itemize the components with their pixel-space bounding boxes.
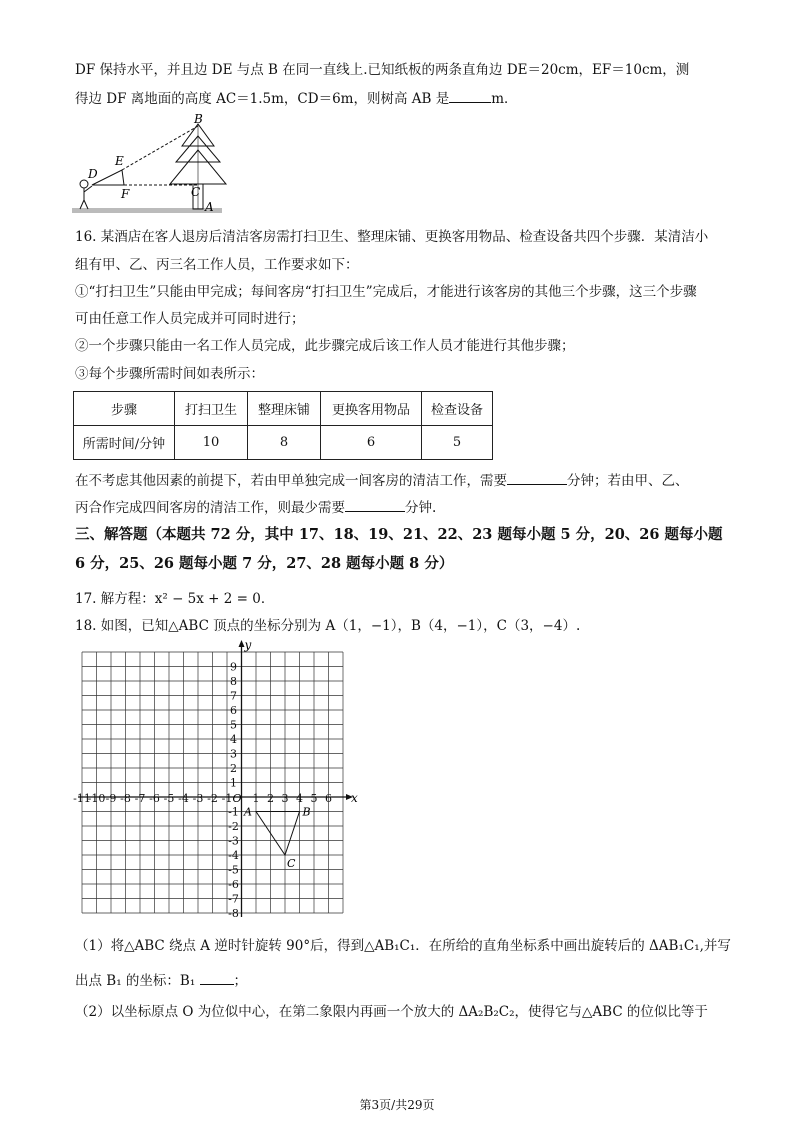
label-F: F [121, 187, 130, 201]
q16-answer-blank-1 [507, 470, 567, 485]
x-tick-label: -4 [178, 792, 189, 805]
y-tick-label: -6 [228, 878, 239, 891]
x-tick-label: 6 [325, 792, 332, 805]
vertex-label-B: B [302, 805, 311, 819]
label-A: A [205, 200, 214, 214]
table-header-cell: 打扫卫生 [175, 392, 248, 426]
vertex-label-C: C [287, 857, 296, 870]
y-tick-label: -5 [228, 863, 239, 877]
label-B: B [194, 112, 203, 126]
q16-q1-text: 在不考虑其他因素的前提下，若由甲单独完成一间客房的清洁工作，需要 [75, 473, 507, 489]
x-tick-label: -10 [87, 792, 106, 805]
q18-part2: （2）以坐标原点 O 为位似中心，在第二象限内再画一个放大的 ΔA₂B₂C₂，使得它与△ABC 的位似比等于 [75, 1004, 708, 1020]
x-tick-label: 4 [296, 792, 303, 805]
y-tick-label: -7 [228, 892, 239, 906]
x-tick-label: 3 [281, 792, 289, 805]
q18-text: 18. 如图，已知△ABC 顶点的坐标分别为 A（1，−1），B（4，−1），C（3，−4）. [75, 618, 581, 634]
x-tick-label: -11 [73, 792, 91, 805]
table-cell: 8 [248, 426, 321, 460]
table-cell: 6 [321, 426, 422, 460]
q15-line1: DF 保持水平，并且边 DE 与点 B 在同一直线上.已知纸板的两条直角边 DE＝20cm，EF＝10cm，测 [75, 62, 690, 78]
x-tick-label: -7 [134, 792, 146, 805]
x-axis-label: x [351, 791, 358, 805]
x-tick-label: -3 [192, 792, 204, 805]
table-header-cell: 更换客用物品 [321, 392, 422, 426]
x-tick-label: -5 [163, 792, 175, 805]
q15-unit: m． [491, 91, 518, 107]
x-tick-label: -2 [207, 792, 218, 805]
label-D: D [88, 167, 98, 181]
q16-question2 [75, 497, 436, 517]
person-leg-left [80, 200, 84, 209]
q15-line2 [75, 88, 518, 108]
x-tick-label: 5 [310, 792, 318, 805]
q16-q1-tail: 分钟；若由甲、乙、 [567, 473, 689, 489]
person-arm [84, 186, 92, 192]
vertex-label-A: A [244, 805, 252, 819]
x-tick-label: -6 [149, 792, 160, 805]
y-tick-label: 2 [230, 762, 237, 775]
q16-q2-tail: 分钟. [405, 500, 437, 516]
y-tick-label: 6 [230, 704, 237, 717]
y-axis-label: y [244, 638, 252, 652]
table-row [74, 392, 493, 426]
section3-heading: 三、解答题（本题共 72 分，其中 17、18、19、21、22、23 题每小题 5 分，20、26 题每小题 [75, 526, 723, 543]
y-tick-label: -3 [228, 834, 239, 848]
q18-answer-blank [200, 970, 234, 985]
table-cell: 10 [175, 426, 248, 460]
q18-part1-text: 出点 B₁ 的坐标：B₁ [75, 973, 196, 989]
x-tick-label: 2 [267, 792, 274, 805]
table-row [74, 426, 493, 460]
q15-answer-blank [449, 88, 491, 103]
y-tick-label: 7 [230, 689, 237, 703]
y-tick-label: 9 [230, 660, 237, 674]
q16-line2: 组有甲、乙、丙三名工作人员，工作要求如下： [75, 257, 359, 273]
person-head [80, 180, 88, 188]
q18-part1: （1）将△ABC 绕点 A 逆时针旋转 90°后，得到△AB₁C₁．在所给的直角坐标系中画出旋转后的 ΔAB₁C₁,并写 [75, 938, 731, 954]
q15-figure [70, 112, 240, 220]
table-header-cell: 整理床铺 [248, 392, 321, 426]
q16-rule1-cont: 可由任意工作人员完成并可同时进行； [75, 311, 305, 327]
coordinate-grid [70, 640, 360, 925]
y-tick-label: -8 [228, 907, 239, 920]
x-tick-label: -1 [221, 792, 233, 805]
x-tick-label: -8 [120, 792, 131, 805]
label-C: C [191, 185, 201, 199]
q16-rule2: ②一个步骤只能由一名工作人员完成，此步骤完成后该工作人员才能进行其他步骤； [75, 338, 575, 354]
q16-question1 [75, 470, 689, 490]
x-tick-label: -9 [105, 792, 117, 805]
q16-answer-blank-2 [345, 497, 405, 512]
y-tick-label: -2 [228, 820, 239, 833]
origin-label: O [232, 792, 242, 805]
section3-heading-cont: 6 分，25、26 题每小题 7 分，27、28 题每小题 8 分） [75, 555, 454, 572]
q18-part1-tail: ； [233, 973, 248, 989]
q15-line2-text: 得边 DF 离地面的高度 AC＝1.5m，CD＝6m，则树高 AB 是 [75, 91, 450, 107]
table-header-cell: 检查设备 [422, 392, 493, 426]
q16-rule1: ①“打扫卫生”只能由甲完成；每间客房“打扫卫生”完成后，才能进行该客房的其他三个步骤，这三个步骤 [75, 284, 697, 300]
y-tick-label: 3 [230, 747, 237, 761]
q16-q2-text: 丙合作完成四间客房的清洁工作，则最少需要 [75, 500, 345, 516]
label-E: E [115, 154, 124, 168]
steps-table [73, 391, 493, 460]
q17-text: 17. 解方程：x² − 5x + 2 = 0． [75, 591, 275, 607]
page-footer: 第3页/共29页 [359, 1098, 435, 1112]
triangle-ABC [256, 812, 300, 856]
table-cell: 5 [422, 426, 493, 460]
table-cell: 所需时间/分钟 [74, 426, 175, 460]
x-tick-label: 1 [252, 792, 260, 805]
q16-rule3: ③每个步骤所需时间如表所示： [75, 366, 264, 382]
q18-part1-cont [75, 970, 247, 990]
y-tick-label: -1 [228, 805, 239, 819]
table-header-cell: 步骤 [74, 392, 175, 426]
y-tick-label: 5 [230, 718, 237, 732]
person-leg-right [84, 200, 88, 209]
y-tick-label: 1 [230, 776, 237, 790]
y-tick-label: -4 [228, 849, 239, 862]
q16-line1: 16. 某酒店在客人退房后清洁客房需打扫卫生、整理床铺、更换客用物品、检查设备共四个步骤．某清洁小 [75, 229, 709, 245]
y-tick-label: 8 [230, 675, 237, 688]
y-tick-label: 4 [230, 733, 237, 746]
